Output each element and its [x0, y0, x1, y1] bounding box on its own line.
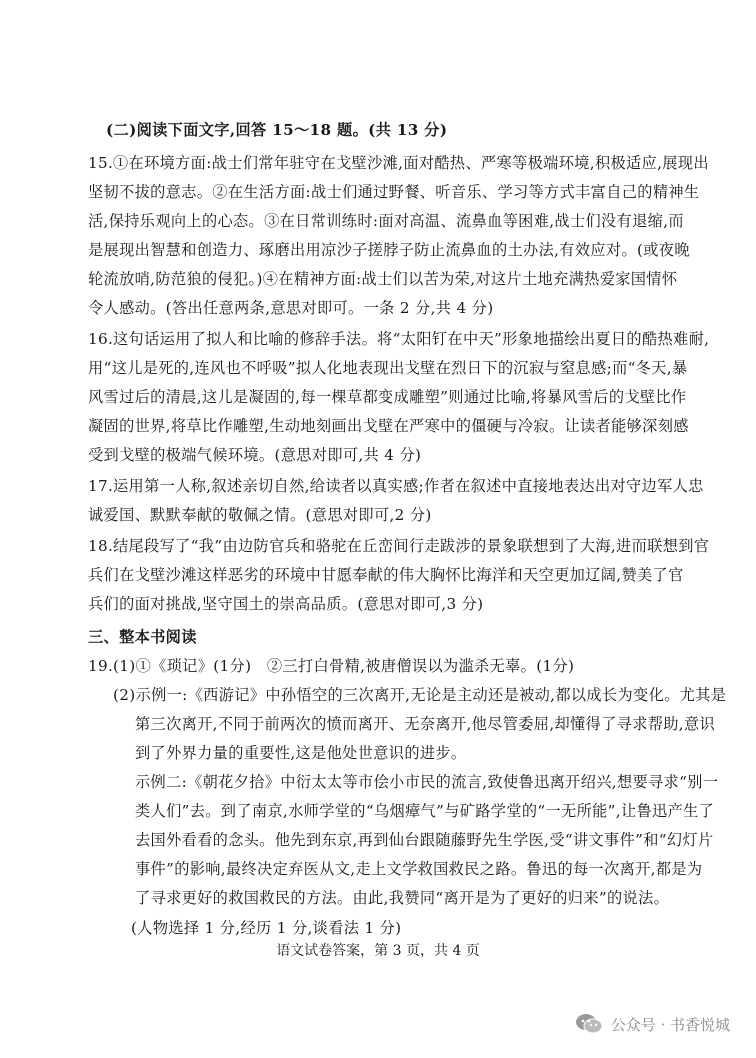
section2-heading: (二)阅读下面文字,回答 15～18 题。(共 13 分)	[106, 121, 448, 139]
q17-number: 17.	[88, 477, 114, 495]
page-footer: 语文试卷答案，第 3 页，共 4 页	[276, 943, 480, 959]
q15-number: 15.	[88, 154, 114, 172]
q17-line: 运用第一人称,叙述亲切自然,给读者以真实感;作者在叙述中直接地表达出对守边军人忠	[113, 477, 704, 495]
q16-line: 这句话运用了拟人和比喻的修辞手法。将“太阳钉在中天”形象地描绘出夏日的酷热难耐,	[113, 330, 710, 348]
q15-line: 活,保持乐观向上的心态。③在日常训练时:面对高温、流鼻血等困难,战士们没有退缩,而	[88, 212, 684, 230]
q16-number: 16.	[88, 330, 114, 348]
wechat-icon	[575, 1013, 603, 1035]
q16-line: 风雪过后的清晨,这儿是凝固的,每一棵草都变成雕塑”则通过比喻,将暴风雪后的戈壁比作	[88, 388, 687, 406]
q16-line: 受到戈壁的极端气候环境。(意思对即可,共 4 分)	[88, 446, 422, 464]
q19-scoring: (人物选择 1 分,经历 1 分,谈看法 1 分)	[131, 919, 402, 937]
q19-part2-line: 第三次离开,不同于前两次的愤而离开、无奈离开,他尽管委屈,却懂得了寻求帮助,意识	[135, 715, 716, 733]
q19-part2-line: (2)示例一:《西游记》中孙悟空的三次离开,无论是主动还是被动,都以成长为变化。尤其是	[113, 686, 727, 704]
q19-part1: (1)①《琐记》(1分) ②三打白骨精,被唐僧误以为滥杀无辜。(1分)	[113, 657, 575, 675]
q19-part2-line: 去国外看看的念头。他先到东京,再到仙台跟随藤野先生学医,受“讲文事件”和“幻灯片	[135, 831, 714, 849]
q18-line: 兵们的面对挑战,坚守国土的崇高品质。(意思对即可,3 分)	[88, 595, 484, 613]
watermark	[575, 1012, 730, 1036]
q18-number: 18.	[88, 537, 114, 555]
q15-line: ①在环境方面:战士们常年驻守在戈壁沙滩,面对酷热、严寒等极端环境,积极适应,展现出	[113, 154, 709, 172]
q17-line: 诚爱国、默默奉献的敬佩之情。(意思对即可,2 分)	[88, 506, 432, 524]
q19-part2-line: 示例二:《朝花夕拾》中衍太太等市侩小市民的流言,致使鲁迅离开绍兴,想要寻求“别一	[135, 773, 719, 791]
q15-line: 坚韧不拔的意志。②在生活方面:战士们通过野餐、听音乐、学习等方式丰富自己的精神生	[88, 183, 700, 201]
q16-line: 凝固的世界,将草比作雕塑,生动地刻画出戈壁在严寒中的僵硬与冷寂。让读者能够深刻感	[88, 417, 689, 435]
q19-part2-line: 类人们”去。到了南京,水师学堂的“乌烟瘴气”与矿路学堂的“一无所能”,让鲁迅产生了	[135, 802, 715, 820]
q16-line: 用“这儿是死的,连风也不呼吸”拟人化地表现出戈壁在烈日下的沉寂与窒息感;而“冬天,暴	[88, 359, 688, 377]
q15-line: 是展现出智慧和创造力、琢磨出用凉沙子搓脖子防止流鼻血的土办法,有效应对。(或夜晚	[88, 241, 690, 259]
q19-part2-line: 了寻求更好的救国救民的方法。由此,我赞同“离开是为了更好的归来”的说法。	[135, 889, 670, 907]
q18-line: 兵们在戈壁沙滩这样恶劣的环境中甘愿奉献的伟大胸怀比海洋和天空更加辽阔,赞美了官	[88, 566, 684, 584]
q19-part2-line: 到了外界力量的重要性,这是他处世意识的进步。	[135, 744, 467, 762]
watermark-text: 公众号 · 书香悦城	[610, 1015, 730, 1034]
q18-line: 结尾段写了“我”由边防官兵和骆驼在丘峦间行走跋涉的景象联想到了大海,进而联想到官	[113, 537, 710, 555]
q19-part2-line: 事件”的影响,最终决定弃医从文,走上文学救国救民之路。鲁迅的每一次离开,都是为	[135, 860, 703, 878]
q19-number: 19.	[88, 657, 114, 675]
q15-line: 轮流放哨,防范狼的侵犯。)④在精神方面:战士们以苦为荣,对这片土地充满热爱家国情怀	[88, 270, 678, 288]
q15-line: 令人感动。(答出任意两条,意思对即可。一条 2 分,共 4 分)	[88, 299, 494, 317]
section3-heading: 三、整本书阅读	[88, 628, 197, 646]
